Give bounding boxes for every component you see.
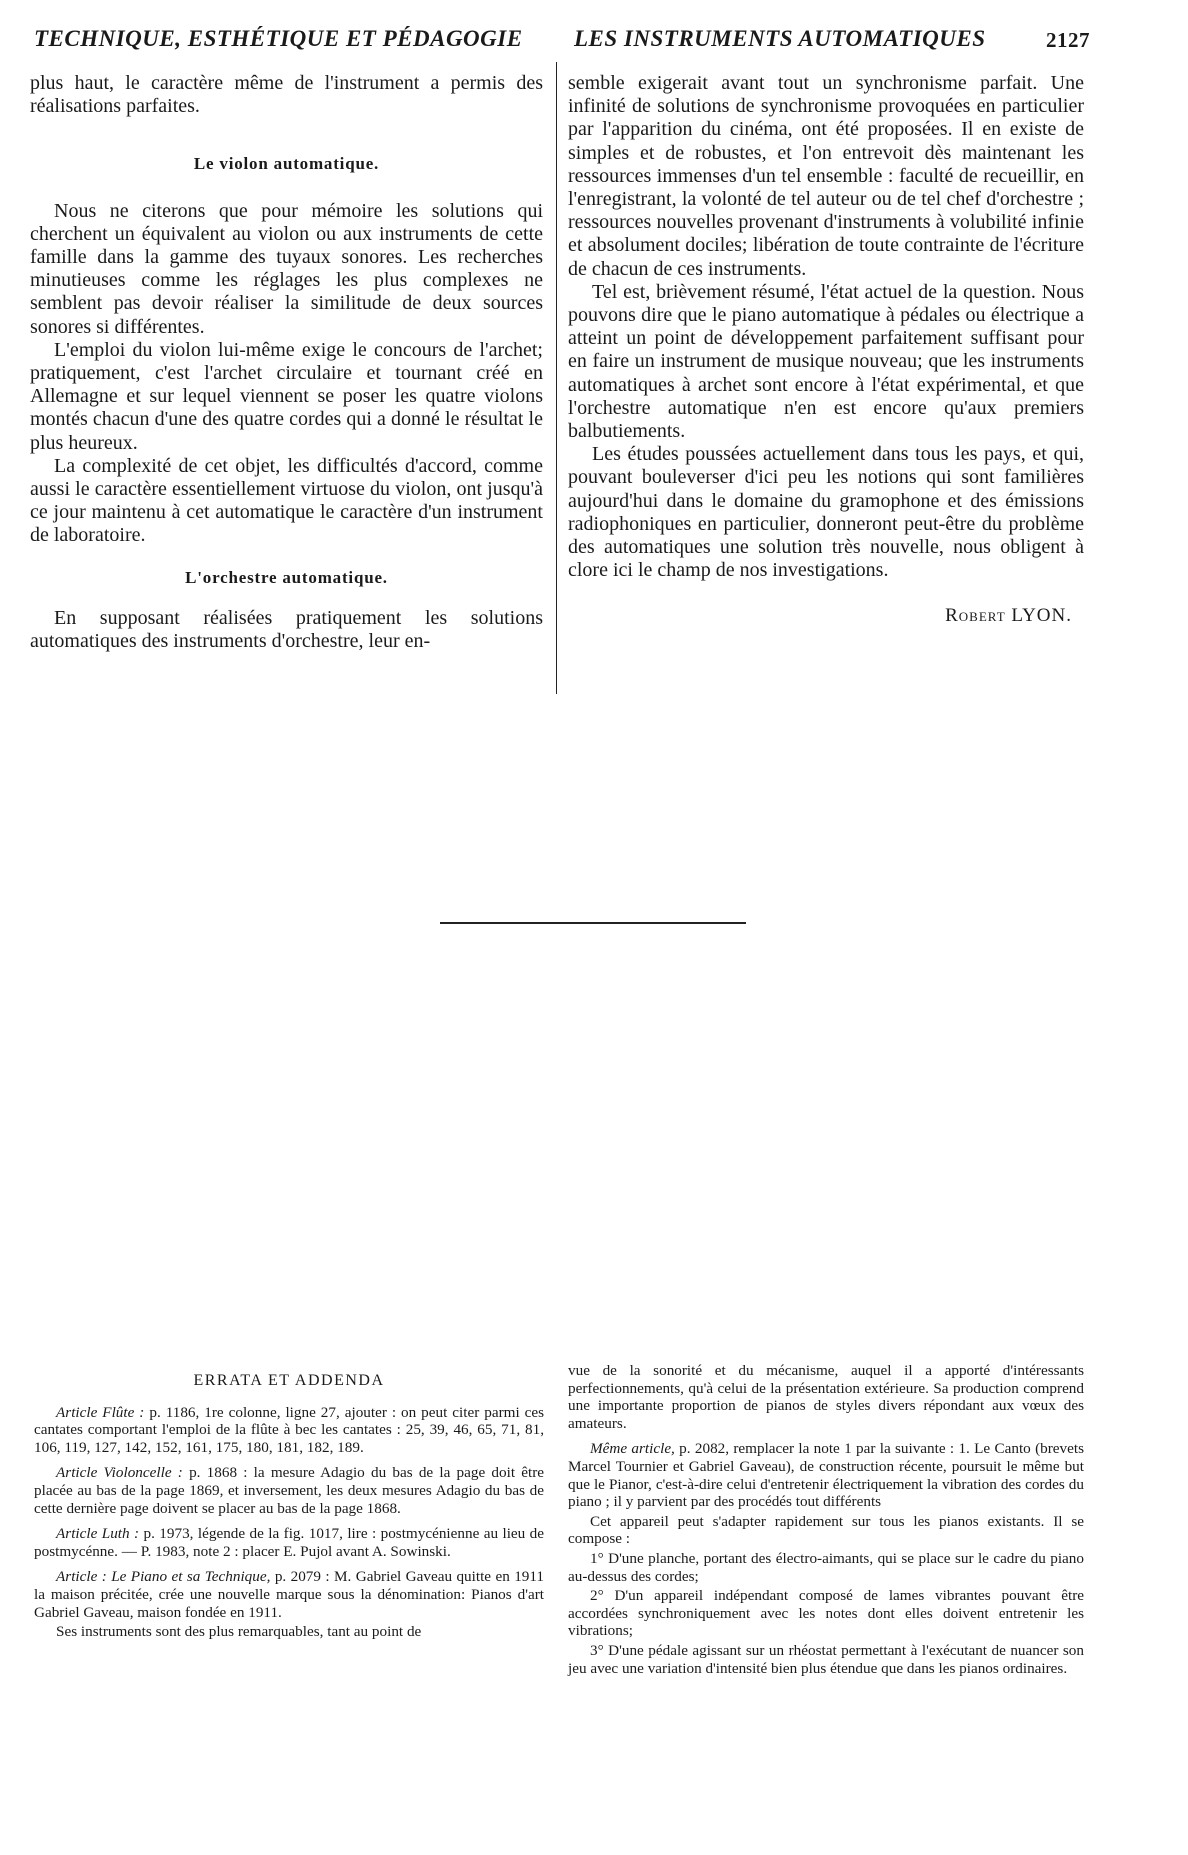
column-divider bbox=[556, 62, 557, 694]
heading-violin: Le violon automatique. bbox=[193, 154, 380, 174]
errata-flute-text: p. 1186, 1re colonne, ligne 27, ajouter : on peut citer parmi ces cantates comportant l'emploi de la flûte à bec les cantates : 25, 39, 46, 65, 71, 81, 106, 119, 127, 142, 152, 161, 175, 180, 181, 182, 189. bbox=[34, 1403, 545, 1456]
running-header bbox=[34, 26, 1090, 60]
intro-paragraph: plus haut, le caractère même de l'instrument a permis des réalisations parfaites. bbox=[30, 72, 543, 118]
errata-luth-text: p. 1973, légende de la fig. 1017, lire : postmycénienne au lieu de postmycénne. — P. 1983, note 2 : placer E. Pujol avant A. Sowinski. bbox=[34, 1525, 544, 1560]
right-paragraph-2: Tel est, brièvement résumé, l'état actuel de la question. Nous pouvons dire que le piano automatique à pédales ou électrique a atteint un point de développement parfaitement suffisant pour en faire un instrument de musique nouveau; que les instruments automatiques à archet sont encore à l'état expérimental, et que l'orchestre automatique n'en est encore qu'aux premiers balbutiements. bbox=[568, 280, 1084, 443]
errata-flute-label: Article Flûte : bbox=[56, 1403, 145, 1421]
header-left-title: TECHNIQUE, ESTHÉTIQUE ET PÉDAGOGIE bbox=[34, 26, 523, 51]
errata-luth bbox=[34, 1525, 544, 1560]
errata-right-paragraph-1: vue de la sonorité et du mécanisme, auquel il a apporté d'intéressants perfectionnements, qu'à celui de la présentation extérieure. Sa production comprend une importante proportion de pianos de styles divers répondant aux vœux des amateurs. bbox=[568, 1362, 1084, 1432]
page-number: 2127 bbox=[1046, 28, 1090, 52]
errata-piano bbox=[34, 1568, 544, 1621]
errata-item-2: 2° D'un appareil indépendant composé de lames vibrantes pouvant être accordées synchroniquement avec les notes dont elles doivent entretenir les vibrations; bbox=[568, 1587, 1084, 1640]
errata-title: ERRATA ET ADDENDA bbox=[193, 1372, 385, 1389]
errata-piano-label: Article : Le Piano et sa Technique, bbox=[56, 1568, 271, 1586]
errata-left-column bbox=[34, 1362, 544, 1649]
orchestra-paragraph-1: En supposant réalisées pratiquement les solutions automatiques des instruments d'orchestre, leur en- bbox=[30, 606, 543, 653]
heading-orchestra: L'orchestre automatique. bbox=[185, 567, 388, 587]
errata-meme-article bbox=[568, 1440, 1084, 1510]
errata-piano-text: p. 2079 : M. Gabriel Gaveau quitte en 1911 la maison précitée, crée une nouvelle marque sous la dénomination: Pianos d'art Gabriel Gaveau, maison fondée en 1911. bbox=[34, 1568, 545, 1621]
errata-violoncelle-text: p. 1868 : la mesure Adagio du bas de la page doit être placée au bas de la page 1869, et inversement, les deux mesures Adagio du bas de cette dernière page doivent se placer au bas de la page 1868. bbox=[34, 1464, 545, 1517]
errata-flute bbox=[34, 1404, 544, 1457]
errata-luth-label: Article Luth : bbox=[56, 1525, 140, 1543]
errata-violoncelle-label: Article Violoncelle : bbox=[56, 1464, 183, 1482]
errata-appareil: Cet appareil peut s'adapter rapidement sur tous les pianos existants. Il se compose : bbox=[568, 1512, 1084, 1548]
right-column bbox=[568, 72, 1084, 628]
right-paragraph-1: semble exigerait avant tout un synchronisme parfait. Une infinité de solutions de synchronisme provoquées en particulier par l'apparition du cinéma, ont été proposées. Il en existe de simples et de robustes, et l'on entrevoit dès maintenant les ressources immenses d'un tel ensemble : faculté de recueillir, en l'enregistrant, la volonté de tel auteur ou de tel chef d'orchestre ; ressources nouvelles provenant d'instruments à volubilité infinie et absolument dociles; libération de toute contrainte de l'écriture de chacun de ces instruments. bbox=[568, 72, 1084, 280]
errata-meme-text: p. 2082, remplacer la note 1 par la suivante : 1. Le Canto (brevets Marcel Tournier et Gabriel Gaveau), de construction récente, poursuit le même but que le Pianor, c'est-à-dire celui d'entretenir électriquement la vibration des cordes du piano ; il y parvient par des procédés tout différents bbox=[568, 1440, 1084, 1511]
errata-item-3: 3° D'une pédale agissant sur un rhéostat permettant à l'exécutant de nuancer son jeu avec une variation d'intensité bien plus étendue que dans les pianos ordinaires. bbox=[568, 1641, 1084, 1677]
errata-right-column bbox=[568, 1362, 1084, 1679]
header-right-title: LES INSTRUMENTS AUTOMATIQUES bbox=[574, 26, 986, 51]
left-column bbox=[30, 72, 543, 653]
author-signature: Robert LYON. bbox=[945, 605, 1072, 627]
errata-meme-label: Même article, bbox=[590, 1440, 675, 1458]
errata-item-1: 1° D'une planche, portant des électro-aimants, qui se place sur le cadre du piano au-dessus des cordes; bbox=[568, 1549, 1084, 1585]
errata-piano-continued: Ses instruments sont des plus remarquables, tant au point de bbox=[56, 1623, 422, 1641]
section-separator bbox=[440, 922, 746, 924]
violin-paragraph-1: Nous ne citerons que pour mémoire les solutions qui cherchent un équivalent au violon ou aux instruments de cette famille dans la gamme des tuyaux sonores. Les recherches minutieuses comme les réglages les plus complexes ne semblent pas devoir réaliser la similitude de deux sources sonores si différentes. bbox=[30, 199, 543, 338]
violin-paragraph-2: L'emploi du violon lui-même exige le concours de l'archet; pratiquement, c'est l'archet circulaire et tournant créé en Allemagne et sur lequel viennent se poser les quatre violons montés chacun d'une des quatre cordes qui a donné le résultat le plus heureux. bbox=[30, 338, 543, 454]
errata-violoncelle bbox=[34, 1464, 544, 1517]
violin-paragraph-3: La complexité de cet objet, les difficultés d'accord, comme aussi le caractère essentiellement virtuose du violon, ont jusqu'à ce jour maintenu à cet automatique le caractère d'un instrument de laboratoire. bbox=[30, 454, 543, 547]
right-paragraph-3: Les études poussées actuellement dans tous les pays, et qui, pouvant bouleverser d'ici peu les notions qui sont familières aujourd'hui dans le domaine du gramophone et des émissions radiophoniques en particulier, donneront peut-être du problème des automatiques une solution très nouvelle, nous obligent à clore ici le champ de nos investigations. bbox=[568, 443, 1084, 582]
